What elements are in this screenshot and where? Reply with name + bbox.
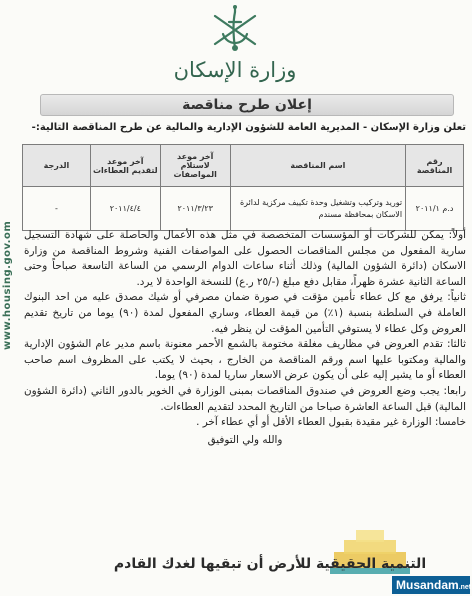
tender-name: توريد وتركيب وتشغيل وحدة تكييف مركزية لدائرة الاسكان بمحافظة مسندم: [230, 187, 405, 231]
ministry-name: وزارة الإسكان: [173, 58, 297, 82]
closing-phrase: والله ولي التوفيق: [207, 433, 283, 446]
header-tender-name: اسم المناقصة: [230, 145, 405, 187]
header-tender-number: رقم المناقصة: [406, 145, 464, 187]
tender-table: [22, 144, 464, 231]
term-second: ثانياً: يرفق مع كل عطاء تأمين مؤقت في صورة ضمان مصرفي أو شيك مصدق عليه من احد البنوك العاملة في السلطنة بنسبة (١٪) من قيمة العطاء، وساري المفعول لمدة (٩٠) يوما من تاريخ تقديم العروض وكل عطاء لا يستوفي التأمين المؤقت لن ينظر فيه.: [24, 291, 466, 335]
side-website-url[interactable]: www.housing.gov.om: [2, 220, 13, 350]
header-grade: الدرجة: [23, 145, 91, 187]
table-header-row: [23, 145, 464, 187]
term-fourth: رابعا: يجب وضع العروض في صندوق المناقصات بمبنى الوزارة في الخوير بالدور الثاني (دائرة الشؤون المالية) قبل الساعة العاشرة صباحا من التاريخ المحدد لتقديم العطاءات.: [24, 384, 466, 413]
specs-deadline: ٢٠١١/٣/٢٣: [160, 187, 230, 231]
brand-name: Musandam: [396, 578, 459, 592]
brand-suffix: .net: [458, 584, 472, 591]
term-fifth: خامسا: الوزارة غير مقيدة بقبول العطاء الأقل أو أي عطاء آخر .: [196, 416, 466, 429]
notice-title: إعلان طرح مناقصة: [40, 94, 454, 116]
oman-khanjar-emblem-icon: [205, 4, 265, 58]
bids-deadline: ٢٠١١/٤/٤: [90, 187, 160, 231]
tender-grade: -: [23, 187, 91, 231]
table-row: [23, 187, 464, 231]
header-specs-deadline: آخر موعد لاستلام المواصفات: [160, 145, 230, 187]
term-third: ثالثا: تقدم العروض في مظاريف مغلقة مختومة بالشمع الأحمر معنونة باسم مدير عام الشؤون الإدارية والمالية ومكتوبا عليها اسم ورقم المناقصة من الخارج ، بحيث لا يكتب على المظروف اسم صاحب العطاء أو ما يشير إليه على أن يكون عرض الاسعار ساريا لمدة (٩٠) يوما.: [24, 338, 466, 382]
footer-slogan: التنمية الحقيقية للأرض أن تبقيها لغدك القادم: [113, 556, 427, 572]
term-first: أولاً: يمكن للشركات أو المؤسسات المتخصصة في مثل هذه الأعمال والحاصلة على شهادة التسجيل سارية المفعول من مجلس المناقصات الحصول على المواصفات الفنية وشروط المناقصة من وزارة الاسكان (دائرة الشؤون المالية) وذلك أثناء ساعات الدوام الرسمي من الساعة التاسعة صباحاً وحتى الساعة الثانية عشرة ظهراً، مقابل دفع مبلغ (-/٢٥ ر.ع) للنسخة الواحدة لا يرد.: [24, 229, 466, 288]
notice-intro: تعلن وزارة الإسكان - المديرية العامة للشؤون الإدارية والمالية عن طرح المناقصة التالية:-: [31, 122, 466, 133]
header-bids-deadline: آخر موعد لتقديم العطاءات: [90, 145, 160, 187]
terms-section: [24, 228, 466, 448]
brand-logo[interactable]: [392, 576, 470, 594]
tender-number: د.م ٢٠١١/١: [406, 187, 464, 231]
